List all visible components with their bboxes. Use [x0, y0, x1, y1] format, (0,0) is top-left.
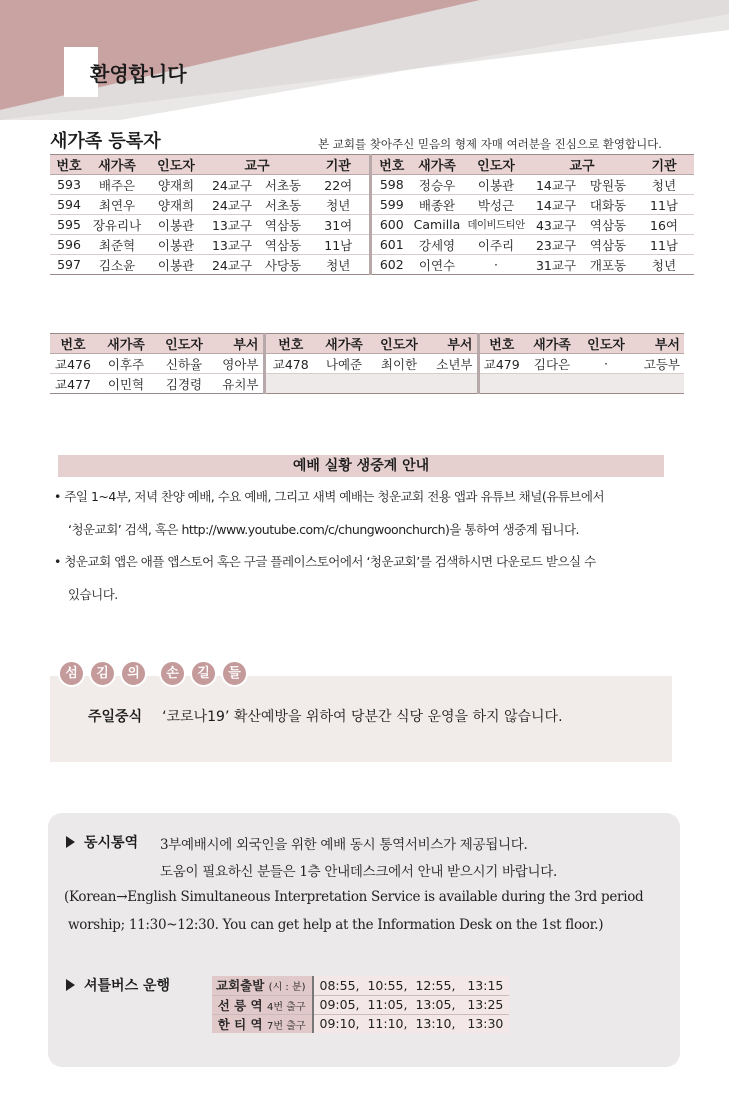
cell: 최이한: [372, 354, 426, 374]
cell: ·: [462, 255, 530, 275]
cell: 정승우: [412, 175, 462, 195]
col-header: 번호: [50, 334, 96, 354]
cell: [478, 374, 524, 394]
cell: 602: [370, 255, 412, 275]
badge-char: 길: [190, 660, 217, 687]
shuttle-stop: 교회출발 (시 : 분): [212, 976, 313, 995]
cell: 31교구: [530, 255, 582, 275]
cell: 이후주: [96, 354, 156, 374]
cell: 593: [50, 175, 88, 195]
cell: 이민혁: [96, 374, 156, 394]
notice-text: ‘코로나19’ 확산예방을 위하여 당분간 식당 운영을 하지 않습니다.: [162, 709, 563, 725]
cell: 594: [50, 195, 88, 215]
table-header-row: [50, 334, 684, 354]
shuttle-stop: 선 릉 역 4번 출구: [212, 995, 313, 1014]
col-header: 새가족: [412, 155, 462, 175]
cell: 역삼동: [582, 235, 634, 255]
cell: 이봉관: [146, 255, 206, 275]
col-header: 번호: [478, 334, 524, 354]
cell: 청년: [308, 255, 370, 275]
livestream-text: • 청운교회 앱은 애플 앱스토어 혹은 구글 플레이스토어에서 ‘청운교회’를 검색하시면 다운로드 받으실 수: [54, 554, 596, 569]
shuttle-time: 09:10, 11:10, 13:10, 13:30: [313, 1014, 510, 1033]
cell: 13교구: [206, 215, 258, 235]
cell: 14교구: [530, 175, 582, 195]
cell: 13교구: [206, 235, 258, 255]
col-header: 인도자: [372, 334, 426, 354]
table-row: [50, 354, 684, 374]
notice-label: 주일중식: [88, 709, 143, 725]
table-row: [50, 374, 684, 394]
table-row: [50, 195, 694, 215]
interpretation-label: 동시통역: [84, 835, 139, 851]
notice-line: [88, 706, 563, 726]
cell: 역삼동: [582, 215, 634, 235]
cell: Camilla: [412, 215, 462, 235]
cell: 청년: [634, 255, 694, 275]
cell: 22여: [308, 175, 370, 195]
welcome-message: 본 교회를 찾아주신 믿음의 형제 자매 여러분을 진심으로 환영합니다.: [318, 137, 662, 151]
cell: [316, 374, 372, 394]
col-header: 새가족: [96, 334, 156, 354]
col-header: 부서: [426, 334, 478, 354]
shuttle-time: 08:55, 10:55, 12:55, 13:15: [313, 976, 510, 995]
shuttle-schedule-table: [212, 976, 509, 1033]
badge-char: 들: [221, 660, 248, 687]
cell: 서초동: [258, 195, 308, 215]
cell: 최연우: [88, 195, 146, 215]
col-header: 번호: [264, 334, 316, 354]
cell: 교479: [478, 354, 524, 374]
new-family-table: [50, 154, 694, 275]
shuttle-label: 셔틀버스 운행: [84, 978, 171, 994]
table-row: [50, 215, 694, 235]
cell: 14교구: [530, 195, 582, 215]
cell: 24교구: [206, 195, 258, 215]
cell: 나예준: [316, 354, 372, 374]
col-header: 새가족: [524, 334, 580, 354]
col-header: 새가족: [316, 334, 372, 354]
cell: 청년: [308, 195, 370, 215]
badge-char: 손: [159, 660, 186, 687]
cell: [580, 374, 632, 394]
cell: 이봉관: [146, 215, 206, 235]
livestream-text: 있습니다.: [68, 587, 118, 602]
cell: 고등부: [632, 354, 684, 374]
cell: 이봉관: [462, 175, 530, 195]
cell: 역삼동: [258, 215, 308, 235]
cell: 최준혁: [88, 235, 146, 255]
cell: 교478: [264, 354, 316, 374]
cell: ·: [580, 354, 632, 374]
education-table: [50, 333, 684, 394]
table-row: [50, 175, 694, 195]
cell: 유치부: [212, 374, 264, 394]
cell: 이봉관: [146, 235, 206, 255]
interpretation-text: 도움이 필요하신 분들은 1층 안내데스크에서 안내 받으시기 바랍니다.: [160, 864, 557, 880]
cell: 교476: [50, 354, 96, 374]
col-header: 번호: [50, 155, 88, 175]
cell: 이연수: [412, 255, 462, 275]
cell: 31여: [308, 215, 370, 235]
cell: [632, 374, 684, 394]
cell: 600: [370, 215, 412, 235]
col-header: 번호: [370, 155, 412, 175]
shuttle-row: [212, 995, 509, 1014]
col-header: 부서: [212, 334, 264, 354]
cell: 소년부: [426, 354, 478, 374]
cell: 대화동: [582, 195, 634, 215]
shuttle-stop: 한 티 역 7번 출구: [212, 1014, 313, 1033]
cell: 배종완: [412, 195, 462, 215]
col-header: 교구: [530, 155, 634, 175]
cell: 596: [50, 235, 88, 255]
cell: 데이비드티안: [462, 215, 530, 235]
cell: 599: [370, 195, 412, 215]
col-header: 인도자: [156, 334, 212, 354]
table-row: [50, 255, 694, 275]
cell: 신하율: [156, 354, 212, 374]
cell: [264, 374, 316, 394]
cell: [524, 374, 580, 394]
cell: 망원동: [582, 175, 634, 195]
cell: 청년: [634, 175, 694, 195]
cell: 16여: [634, 215, 694, 235]
table-header-row: [50, 155, 694, 175]
col-header: 부서: [632, 334, 684, 354]
shuttle-time: 09:05, 11:05, 13:05, 13:25: [313, 995, 510, 1014]
cell: 사당동: [258, 255, 308, 275]
cell: 배주은: [88, 175, 146, 195]
cell: 영아부: [212, 354, 264, 374]
triangle-bullet-icon: [66, 836, 75, 848]
livestream-text: ‘청운교회’ 검색, 혹은 http://www.youtube.com/c/chungwoonchurch)을 통하여 생중계 됩니다.: [68, 522, 580, 537]
cell: 11남: [634, 195, 694, 215]
col-header: 인도자: [580, 334, 632, 354]
cell: 강세영: [412, 235, 462, 255]
cell: [372, 374, 426, 394]
cell: 장유리나: [88, 215, 146, 235]
section-title-new-family: 새가족 등록자: [50, 131, 161, 152]
shuttle-row: [212, 1014, 509, 1033]
badge-char: 섬: [58, 660, 85, 687]
cell: 박성근: [462, 195, 530, 215]
livestream-text: • 주일 1~4부, 저녁 찬양 예배, 수요 예배, 그리고 새벽 예배는 청운교회 전용 앱과 유튜브 채널(유튜브에서: [54, 489, 605, 504]
interpretation-english: worship; 11:30~12:30. You can get help at the Information Desk on the 1st floor.): [68, 917, 604, 933]
table-row: [50, 235, 694, 255]
notice-badge: [58, 660, 248, 690]
col-header: 새가족: [88, 155, 146, 175]
col-header: 인도자: [462, 155, 530, 175]
cell: 11남: [308, 235, 370, 255]
cell: [426, 374, 478, 394]
badge-char: 김: [89, 660, 116, 687]
livestream-title: 예배 실황 생중계 안내: [292, 458, 430, 474]
interpretation-english: (Korean→English Simultaneous Interpretation Service is available during the 3rd period: [64, 889, 644, 905]
cell: 서초동: [258, 175, 308, 195]
cell: 597: [50, 255, 88, 275]
col-header: 교구: [206, 155, 308, 175]
page-title: 환영합니다: [90, 62, 187, 86]
cell: 김다은: [524, 354, 580, 374]
col-header: 인도자: [146, 155, 206, 175]
cell: 김경령: [156, 374, 212, 394]
cell: 598: [370, 175, 412, 195]
cell: 24교구: [206, 175, 258, 195]
badge-char: 의: [120, 660, 147, 687]
shuttle-row: [212, 976, 509, 995]
cell: 24교구: [206, 255, 258, 275]
cell: 595: [50, 215, 88, 235]
cell: 23교구: [530, 235, 582, 255]
cell: 11남: [634, 235, 694, 255]
cell: 이주리: [462, 235, 530, 255]
cell: 양재희: [146, 175, 206, 195]
col-header: 기관: [308, 155, 370, 175]
cell: 양재희: [146, 195, 206, 215]
cell: 개포동: [582, 255, 634, 275]
interpretation-text: 3부예배시에 외국인을 위한 예배 동시 통역서비스가 제공됩니다.: [160, 837, 528, 853]
cell: 김소윤: [88, 255, 146, 275]
cell: 교477: [50, 374, 96, 394]
cell: 43교구: [530, 215, 582, 235]
col-header: 기관: [634, 155, 694, 175]
cell: 역삼동: [258, 235, 308, 255]
cell: 601: [370, 235, 412, 255]
triangle-bullet-icon: [66, 979, 75, 991]
